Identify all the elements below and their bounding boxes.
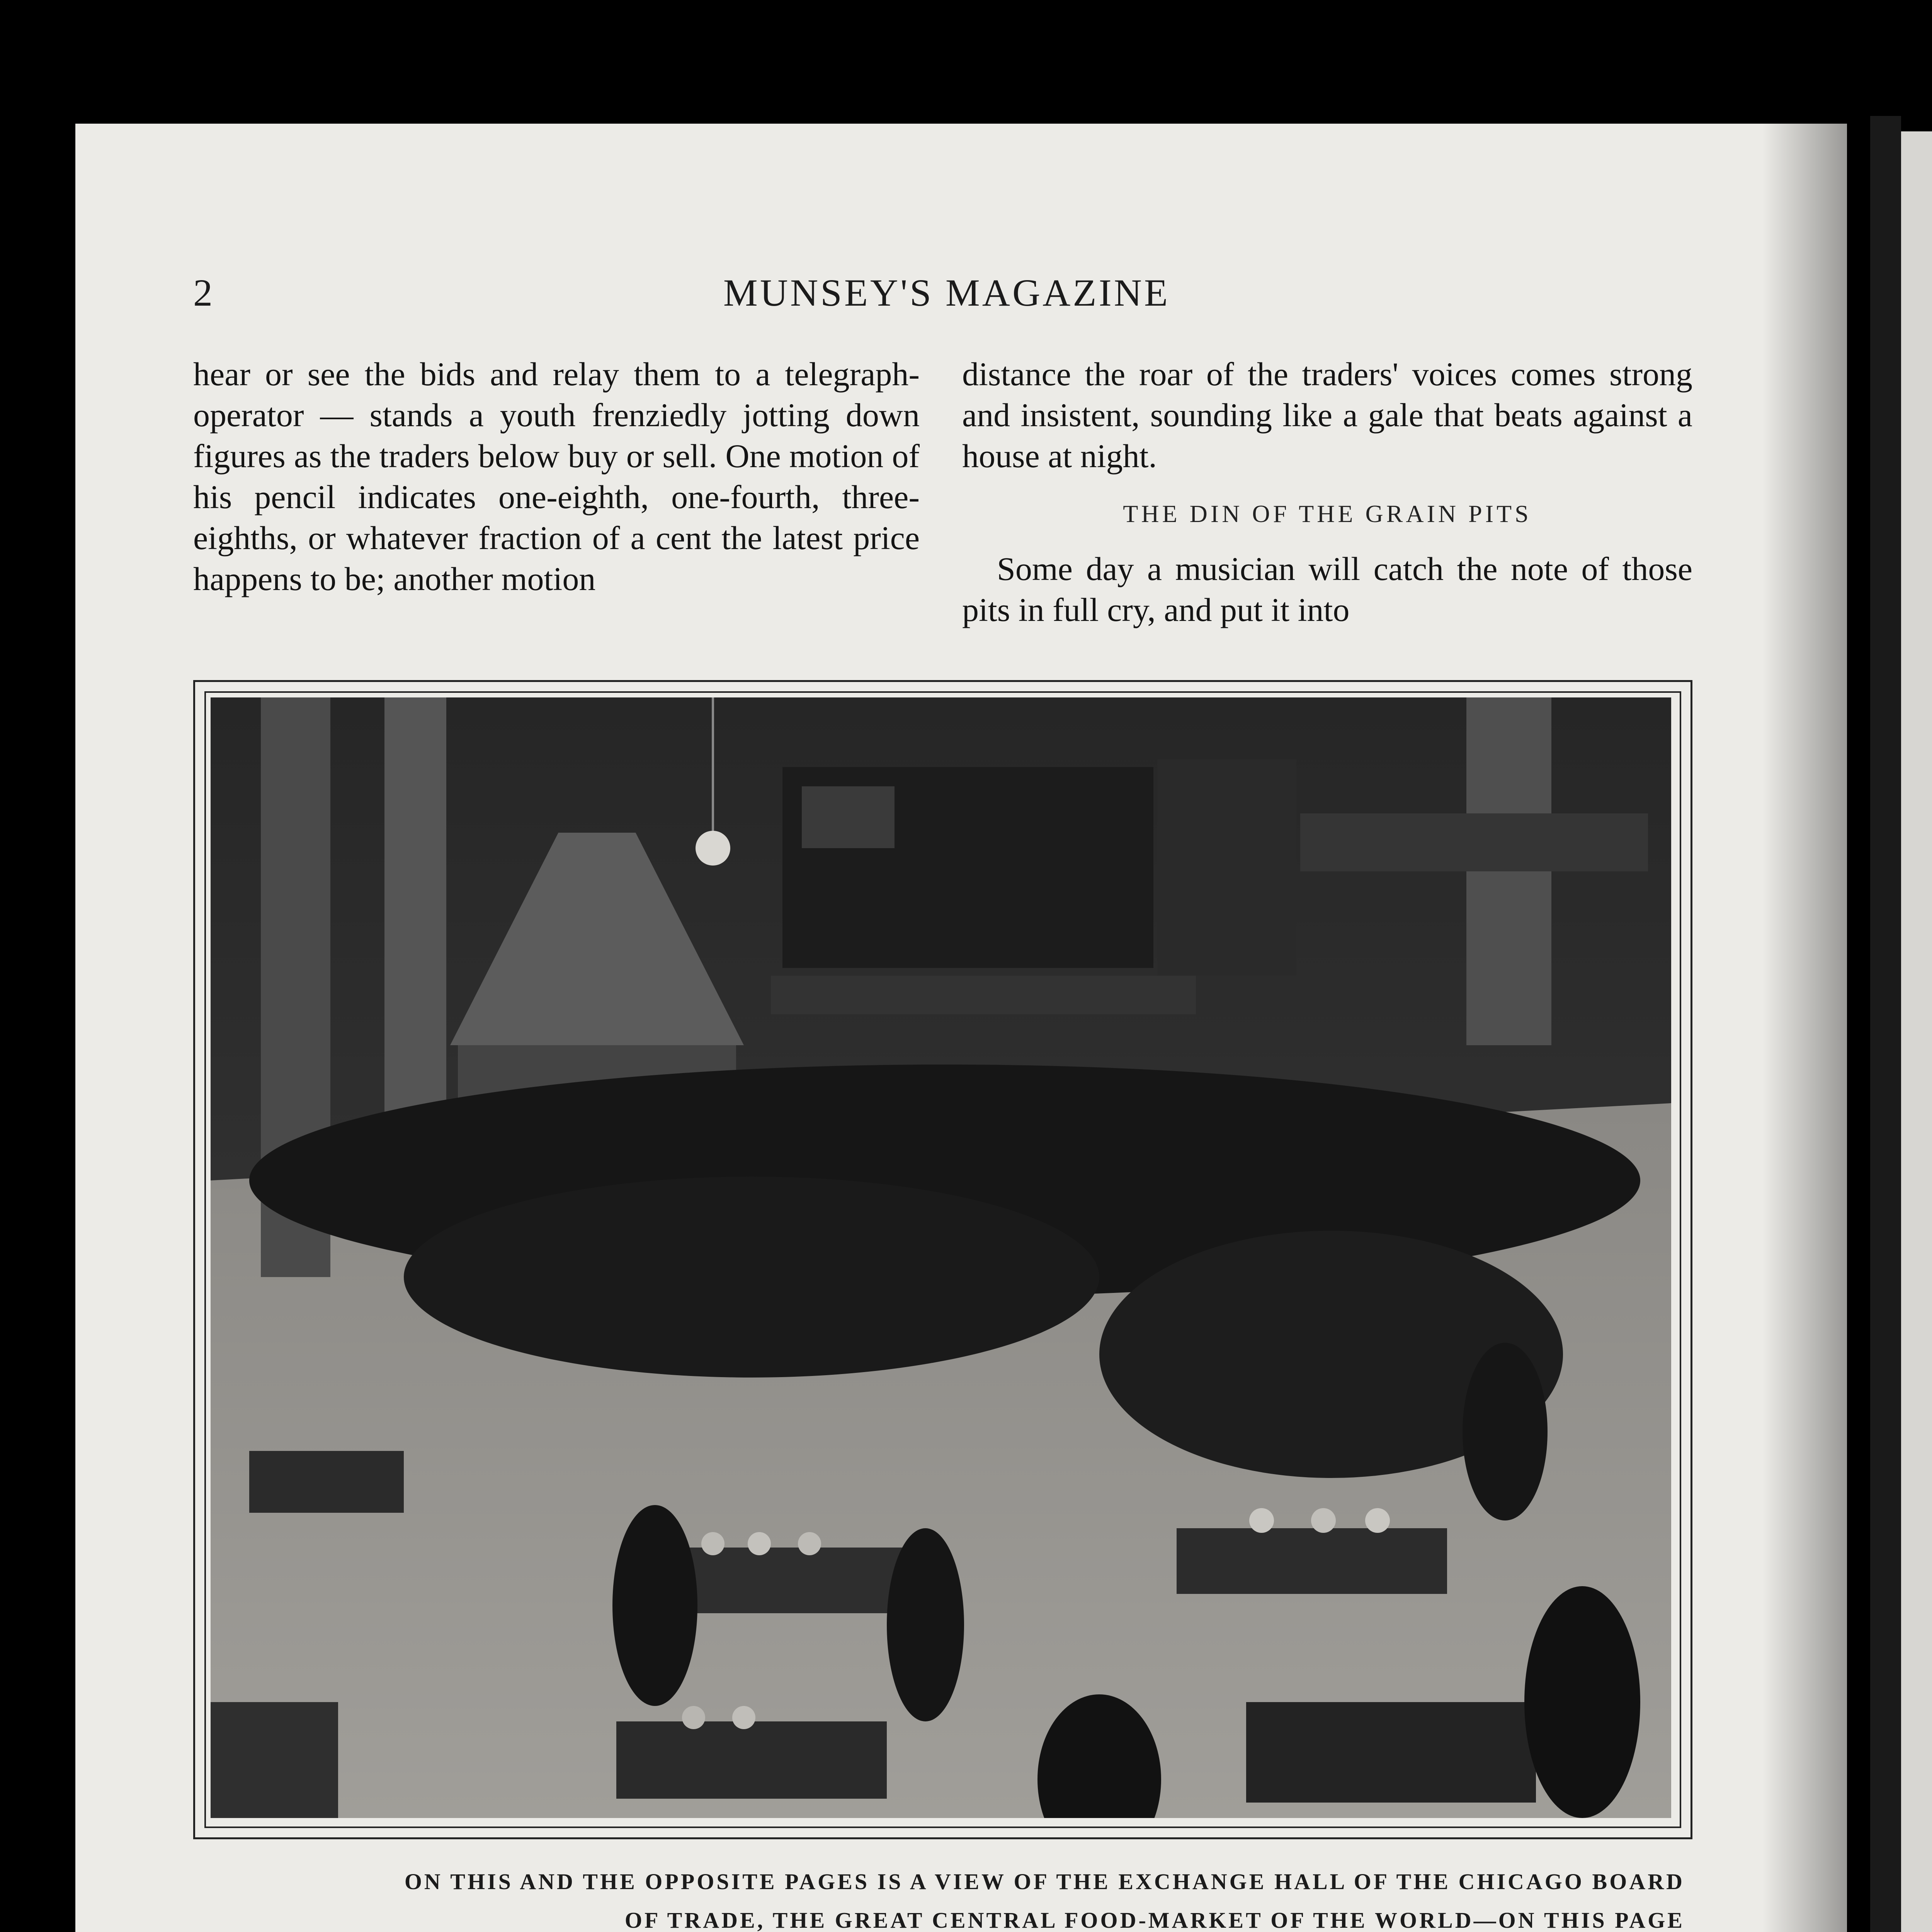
photograph-frame	[193, 680, 1692, 1839]
paragraph: hear or see the bids and relay them to a telegraph-operator — stands a youth frenziedly jotting down figures as the traders below buy or sell. One motion of his pencil indicates one-eighth, one-fourth, three-eighths, or whatever fraction of a cent the latest price happens to be; another motion	[193, 355, 920, 597]
top-left-column	[193, 354, 920, 599]
page-gutter	[1870, 116, 1901, 1932]
photo-caption	[185, 1862, 1685, 1932]
adjacent-page-edge	[1901, 131, 1932, 1932]
exchange-hall-photograph	[211, 697, 1671, 1818]
page-shadow	[1762, 124, 1847, 1932]
section-heading: THE DIN OF THE GRAIN PITS	[1123, 500, 1532, 527]
top-right-column	[962, 354, 1692, 630]
paragraph: Some day a musician will catch the note of those pits in full cry, and put it into	[962, 550, 1692, 628]
caption-line: ON THIS AND THE OPPOSITE PAGES IS A VIEW OF THE EXCHANGE HALL OF THE CHICAGO BOARD	[404, 1869, 1685, 1894]
paragraph: distance the roar of the traders' voices comes strong and insistent, sounding like a gale that beats against a house at night.	[962, 355, 1692, 474]
page-number: 2	[193, 271, 213, 314]
page-header	[193, 270, 1700, 321]
running-head: MUNSEY'S MAGAZINE	[723, 271, 1170, 314]
caption-line: OF TRADE, THE GREAT CENTRAL FOOD-MARKET OF THE WORLD—ON THIS PAGE	[624, 1908, 1685, 1932]
